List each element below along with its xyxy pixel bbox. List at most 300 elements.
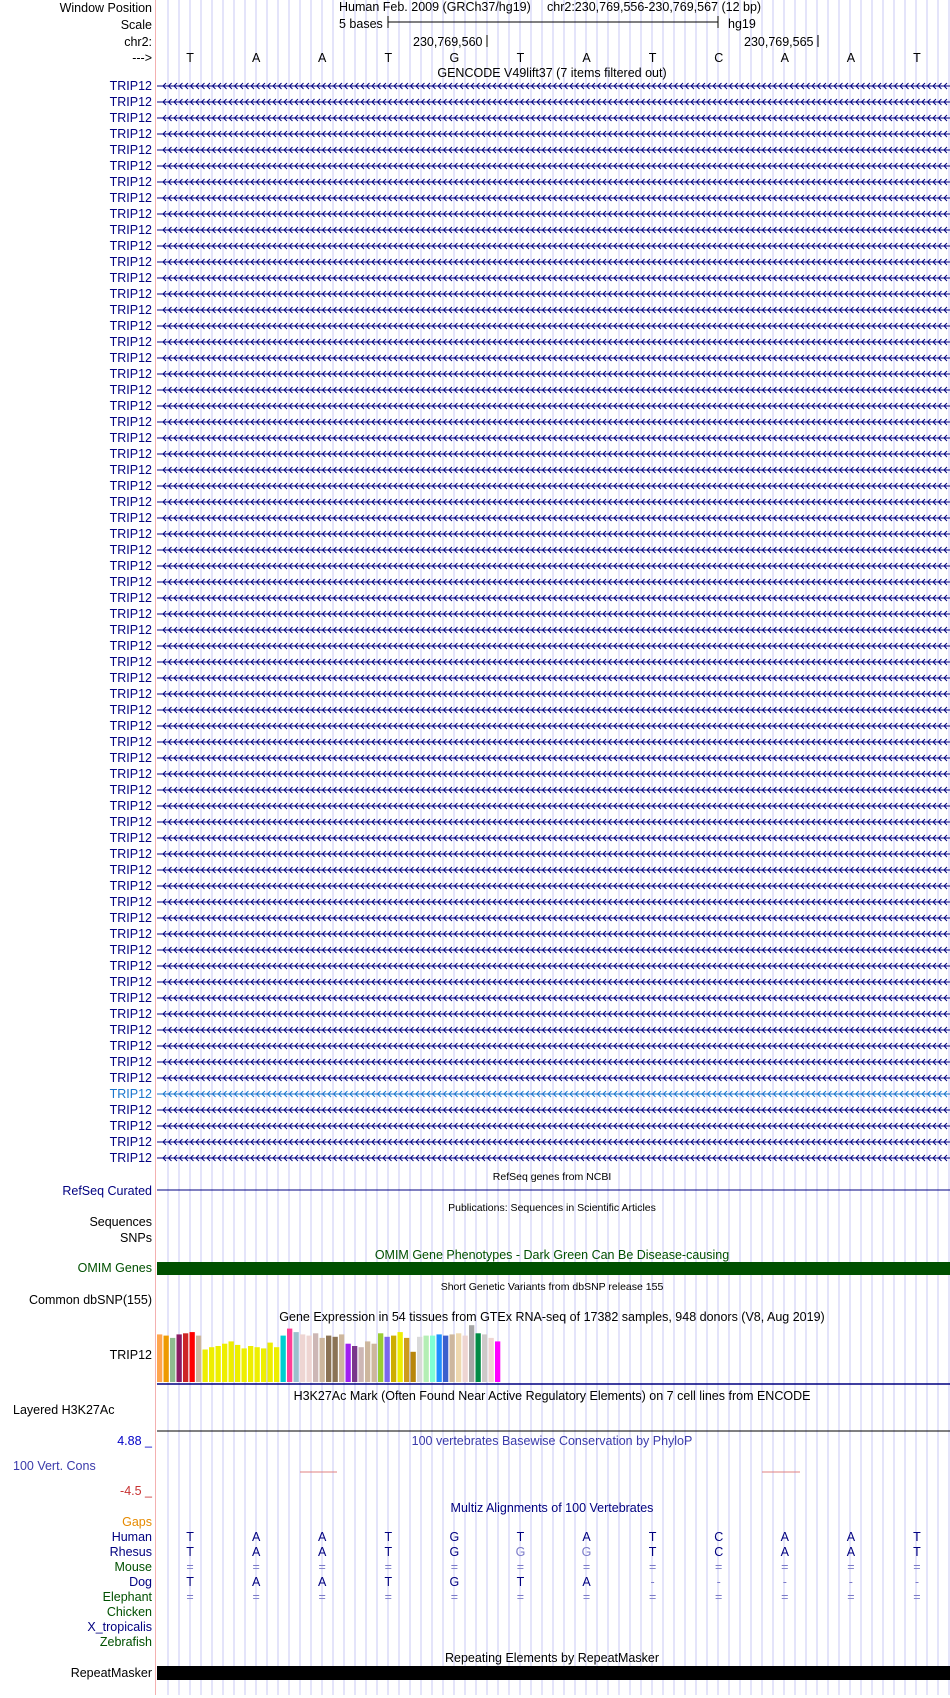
gencode-gene-label[interactable]: TRIP12 [109,271,152,285]
gtex-tissue-bar[interactable] [190,1332,195,1382]
gencode-gene-label[interactable]: TRIP12 [109,207,152,221]
position-text: chr2:230,769,556-230,769,567 (12 bp) [547,0,762,14]
scale-db-label: hg19 [728,17,756,31]
aligned-base: = [450,1590,459,1604]
gencode-transcript-row[interactable] [110,223,950,237]
gtex-tissue-bar[interactable] [274,1347,279,1382]
multiz-species-row[interactable] [112,1530,921,1544]
reference-base: G [449,51,460,65]
gencode-transcript-row[interactable] [110,655,950,669]
gencode-gene-label[interactable]: TRIP12 [109,367,152,381]
reference-bases [186,51,921,65]
gencode-gene-label[interactable]: TRIP12 [109,1151,152,1165]
gencode-transcript-row[interactable] [110,287,950,301]
gencode-transcript-row[interactable] [110,111,950,125]
aligned-base: = [913,1560,921,1574]
multiz-species-row[interactable] [87,1620,152,1634]
gencode-gene-label[interactable]: TRIP12 [109,879,152,893]
gtex-tissue-bar[interactable] [489,1338,494,1382]
gencode-transcript-row[interactable] [110,1039,950,1053]
gtex-tissue-bar[interactable] [196,1336,201,1382]
gencode-gene-label[interactable]: TRIP12 [109,95,152,109]
publications-track-title: Publications: Sequences in Scientific Articles [448,1202,656,1214]
aligned-base: = [582,1590,591,1604]
gtex-tissue-bar[interactable] [170,1338,175,1382]
gencode-gene-label[interactable]: TRIP12 [109,351,152,365]
gencode-gene-label[interactable]: TRIP12 [109,591,152,605]
gencode-transcript-row[interactable] [110,383,950,397]
gencode-gene-label[interactable]: TRIP12 [109,911,152,925]
gencode-transcript-row[interactable] [110,1071,950,1085]
gencode-gene-label[interactable]: TRIP12 [109,479,152,493]
gencode-gene-label[interactable]: TRIP12 [109,399,152,413]
gencode-gene-label[interactable]: TRIP12 [109,303,152,317]
aligned-base: = [781,1590,789,1604]
gtex-tissue-bar[interactable] [229,1341,234,1382]
gencode-gene-label[interactable]: TRIP12 [109,895,152,909]
gencode-gene-label[interactable]: TRIP12 [109,783,152,797]
gencode-gene-label[interactable]: TRIP12 [109,159,152,173]
gencode-transcript-row[interactable] [110,687,950,701]
multiz-species-row[interactable] [110,1545,922,1559]
aligned-base: A [846,1530,856,1544]
reference-base: T [186,51,194,65]
gtex-tissue-bar[interactable] [164,1336,169,1382]
gtex-tissue-bar[interactable] [242,1348,247,1382]
aligned-base: A [251,1545,261,1559]
gencode-transcript-row[interactable] [110,271,950,285]
aligned-base: C [714,1530,724,1544]
gencode-track-title: GENCODE V49lift37 (7 items filtered out) [437,66,667,80]
gencode-gene-label[interactable]: TRIP12 [109,431,152,445]
h3k27ac-track-title: H3K27Ac Mark (Often Found Near Active Regulatory Elements) on 7 cell lines from ENCODE [293,1389,811,1403]
gtex-tissue-bar[interactable] [469,1325,474,1382]
gencode-gene-label[interactable]: TRIP12 [109,687,152,701]
gencode-gene-label[interactable]: TRIP12 [109,319,152,333]
gtex-track-label[interactable]: TRIP12 [109,1348,152,1362]
gtex-tissue-bar[interactable] [391,1336,396,1382]
aligned-base: = [847,1590,855,1604]
gencode-gene-label[interactable]: TRIP12 [109,815,152,829]
gencode-gene-label[interactable]: TRIP12 [109,1055,152,1069]
gencode-gene-label[interactable]: TRIP12 [109,223,152,237]
gencode-gene-label[interactable]: TRIP12 [109,799,152,813]
gencode-transcript-row[interactable] [110,543,950,557]
aligned-base: A [780,1545,789,1559]
gencode-transcript-row[interactable] [110,623,950,637]
gtex-tissue-bar[interactable] [417,1337,422,1382]
aligned-base: T [516,1575,525,1589]
gtex-tissue-bar[interactable] [281,1336,286,1382]
aligned-base: T [186,1575,194,1589]
gencode-transcript-row[interactable] [110,335,950,349]
omim-feature-bar[interactable] [157,1262,950,1275]
gencode-transcript-row[interactable] [110,959,950,973]
aligned-base: A [251,1530,261,1544]
gtex-tissue-bar[interactable] [450,1334,455,1382]
aligned-base: A [582,1575,591,1589]
gencode-track[interactable] [110,79,950,1165]
gencode-gene-label[interactable]: TRIP12 [109,1103,152,1117]
species-label[interactable]: Rhesus [109,1545,152,1559]
gencode-gene-label[interactable]: TRIP12 [109,639,152,653]
aligned-base: - [848,1575,853,1589]
aligned-base: G [515,1545,526,1559]
gencode-gene-label[interactable]: TRIP12 [109,863,152,877]
gencode-gene-label[interactable]: TRIP12 [109,527,152,541]
gtex-tissue-bar[interactable] [268,1343,273,1382]
gtex-tissue-bar[interactable] [261,1348,266,1382]
gencode-gene-label[interactable]: TRIP12 [109,239,152,253]
gencode-gene-label[interactable]: TRIP12 [109,335,152,349]
aligned-base: A [780,1530,789,1544]
gtex-tissue-bar[interactable] [404,1338,409,1382]
gencode-transcript-row[interactable] [110,799,950,813]
gtex-tissue-bar[interactable] [294,1332,299,1382]
gencode-transcript-row[interactable] [110,431,950,445]
gencode-gene-label[interactable]: TRIP12 [109,943,152,957]
gencode-transcript-row[interactable] [110,127,950,141]
species-label[interactable]: X_tropicalis [87,1620,152,1634]
gencode-transcript-row[interactable] [110,991,950,1005]
aligned-base: G [449,1530,460,1544]
gencode-transcript-row[interactable] [110,463,950,477]
gencode-transcript-row[interactable] [110,783,950,797]
gencode-gene-label[interactable]: TRIP12 [109,1007,152,1021]
gtex-tissue-bar[interactable] [495,1341,500,1382]
reference-base: A [251,51,261,65]
gencode-gene-label[interactable]: TRIP12 [109,575,152,589]
gtex-tissue-bar[interactable] [320,1338,325,1382]
aligned-base: A [251,1575,261,1589]
gencode-gene-label[interactable]: TRIP12 [109,1071,152,1085]
gencode-transcript-row[interactable] [110,527,950,541]
multiz-species-row[interactable] [129,1575,919,1589]
gencode-transcript-row[interactable] [110,351,950,365]
aligned-base: = [847,1560,855,1574]
gencode-gene-label[interactable]: TRIP12 [109,255,152,269]
phylop-min-label: -4.5 _ [120,1484,152,1498]
gencode-gene-label[interactable]: TRIP12 [109,847,152,861]
gencode-transcript-row[interactable] [110,591,950,605]
gtex-tissue-bar[interactable] [424,1336,429,1382]
gtex-tissue-bar[interactable] [326,1336,331,1382]
publications-label-snps[interactable]: SNPs [120,1231,152,1245]
gtex-tissue-bar[interactable] [222,1344,227,1382]
aligned-base: = [648,1590,657,1604]
gencode-transcript-row[interactable] [110,863,950,877]
gtex-tissue-bar[interactable] [385,1337,390,1382]
gencode-gene-label[interactable]: TRIP12 [109,767,152,781]
gtex-tissue-bar[interactable] [216,1346,221,1382]
gencode-transcript-row[interactable] [110,367,950,381]
gencode-gene-label[interactable]: TRIP12 [109,655,152,669]
gencode-transcript-row[interactable] [110,95,950,109]
gencode-transcript-row[interactable] [110,1119,950,1133]
gencode-transcript-row[interactable] [110,319,950,333]
gencode-transcript-row[interactable] [110,239,950,253]
aligned-base: G [449,1575,460,1589]
ruler-tick-label-1: 230,769,560 [413,35,483,49]
gencode-gene-label[interactable]: TRIP12 [109,415,152,429]
window-position-label: Window Position [59,1,152,15]
gencode-transcript-row[interactable] [110,1135,950,1149]
gencode-transcript-row[interactable] [110,1103,950,1117]
scale-label: Scale [120,18,152,32]
gtex-tissue-bar[interactable] [482,1334,487,1382]
gencode-transcript-row[interactable] [110,143,950,157]
gencode-gene-label[interactable]: TRIP12 [109,143,152,157]
gencode-transcript-row[interactable] [110,735,950,749]
gencode-transcript-row[interactable] [110,1023,950,1037]
aligned-base: = [582,1560,591,1574]
gencode-transcript-row[interactable] [110,575,950,589]
aligned-base: = [186,1590,194,1604]
refseq-track-label[interactable]: RefSeq Curated [62,1184,152,1198]
gencode-gene-label[interactable]: TRIP12 [109,735,152,749]
reference-base: T [913,51,921,65]
phylop-track-title: 100 vertebrates Basewise Conservation by PhyloP [411,1434,693,1448]
gtex-tissue-bar[interactable] [463,1336,468,1382]
gtex-tissue-bar[interactable] [365,1341,370,1382]
gencode-transcript-row[interactable] [110,303,950,317]
gencode-transcript-row[interactable] [110,79,950,93]
multiz-species-row[interactable] [103,1590,921,1604]
gtex-tissue-bar[interactable] [411,1352,416,1382]
gtex-tissue-bar[interactable] [430,1336,435,1382]
h3k27ac-track-label[interactable]: Layered H3K27Ac [13,1403,115,1417]
aligned-base: A [582,1530,591,1544]
gencode-transcript-row[interactable] [110,159,950,173]
gencode-transcript-row[interactable] [110,703,950,717]
species-label[interactable]: Elephant [102,1590,152,1604]
gtex-tissue-bar[interactable] [352,1346,357,1382]
aligned-base: = [186,1560,194,1574]
gtex-tissue-bar[interactable] [456,1333,461,1382]
dbsnp-track-label[interactable]: Common dbSNP(155) [29,1293,152,1307]
gtex-tissue-bar[interactable] [255,1347,260,1382]
aligned-base: T [186,1545,194,1559]
gencode-transcript-row[interactable] [110,815,950,829]
gencode-transcript-row[interactable] [110,479,950,493]
gtex-tissue-bar[interactable] [177,1334,182,1382]
gencode-transcript-row[interactable] [110,943,950,957]
aligned-base: A [318,1545,327,1559]
aligned-base: = [648,1560,657,1574]
publications-label-sequences[interactable]: Sequences [89,1215,152,1229]
aligned-base: T [648,1530,657,1544]
gencode-gene-label[interactable]: TRIP12 [109,191,152,205]
gencode-gene-label[interactable]: TRIP12 [109,1135,152,1149]
gencode-transcript-row[interactable] [110,847,950,861]
aligned-base: A [318,1530,327,1544]
gtex-tissue-bar[interactable] [248,1346,253,1382]
aligned-base: = [913,1590,921,1604]
omim-track-label[interactable]: OMIM Genes [77,1261,152,1275]
aligned-base: T [913,1545,921,1559]
gencode-transcript-row[interactable] [110,751,950,765]
reference-base: A [318,51,327,65]
gtex-tissue-bar[interactable] [443,1336,448,1382]
repeatmasker-track-title: Repeating Elements by RepeatMasker [444,1651,660,1665]
gtex-tissue-bar[interactable] [378,1333,383,1382]
gencode-transcript-row[interactable] [110,1055,950,1069]
gencode-gene-label[interactable]: TRIP12 [109,559,152,573]
gencode-gene-label[interactable]: TRIP12 [109,287,152,301]
gencode-transcript-row[interactable] [110,175,950,189]
gencode-gene-label[interactable]: TRIP12 [109,975,152,989]
gencode-transcript-row[interactable] [110,927,950,941]
gencode-gene-label[interactable]: TRIP12 [109,175,152,189]
gtex-tissue-bar[interactable] [372,1344,377,1382]
aligned-base: C [714,1545,724,1559]
gencode-gene-label[interactable]: TRIP12 [109,959,152,973]
species-label[interactable]: Mouse [114,1560,152,1574]
gencode-transcript-row[interactable] [110,207,950,221]
gencode-transcript-row[interactable] [110,255,950,269]
species-label[interactable]: Human [111,1530,152,1544]
aligned-base: T [648,1545,657,1559]
dbsnp-track-title: Short Genetic Variants from dbSNP release 155 [440,1281,664,1293]
gencode-transcript-row[interactable] [110,447,950,461]
gtex-tissue-bar[interactable] [235,1345,240,1382]
gtex-track-title: Gene Expression in 54 tissues from GTEx RNA-seq of 17382 samples, 948 donors (V8, Aug 2019) [279,1310,825,1324]
species-label[interactable]: Dog [129,1575,152,1589]
gencode-gene-label[interactable]: TRIP12 [109,463,152,477]
gtex-tissue-bar[interactable] [287,1329,292,1382]
gencode-gene-label[interactable]: TRIP12 [109,1119,152,1133]
gencode-gene-label[interactable]: TRIP12 [109,495,152,509]
gtex-tissue-bar[interactable] [183,1333,188,1382]
aligned-base: T [913,1530,921,1544]
multiz-species-row[interactable] [114,1560,920,1574]
reference-base: A [846,51,856,65]
gtex-expression-bars[interactable] [157,1325,500,1382]
omim-track-title: OMIM Gene Phenotypes - Dark Green Can Be Disease-causing [374,1248,730,1262]
ruler-tick-label-2: 230,769,565 [744,35,814,49]
gtex-tissue-bar[interactable] [359,1347,364,1382]
gtex-tissue-bar[interactable] [203,1350,208,1383]
gtex-tissue-bar[interactable] [313,1333,318,1382]
gencode-transcript-row[interactable] [110,975,950,989]
gtex-tissue-bar[interactable] [437,1334,442,1382]
gtex-tissue-bar[interactable] [300,1334,305,1382]
gencode-transcript-row[interactable] [110,1087,950,1101]
strand-label: ---> [132,51,152,65]
gtex-tissue-bar[interactable] [398,1332,403,1382]
gencode-transcript-row[interactable] [110,895,950,909]
aligned-base: - [650,1575,655,1589]
gencode-transcript-row[interactable] [110,1151,950,1165]
aligned-base: - [914,1575,920,1589]
aligned-base: = [450,1560,459,1574]
aligned-base: G [581,1545,592,1559]
gencode-gene-label[interactable]: TRIP12 [109,671,152,685]
gtex-tissue-bar[interactable] [339,1334,344,1382]
gencode-transcript-row[interactable] [110,719,950,733]
gtex-tissue-bar[interactable] [476,1333,481,1382]
gencode-transcript-row[interactable] [110,607,950,621]
reference-base: T [384,51,393,65]
gencode-gene-label[interactable]: TRIP12 [109,79,152,93]
gtex-tissue-bar[interactable] [307,1336,312,1382]
chrom-label: chr2: [124,35,152,49]
aligned-base: A [846,1545,856,1559]
species-label[interactable]: Zebrafish [99,1635,152,1649]
gencode-transcript-row[interactable] [110,911,950,925]
aligned-base: G [449,1545,460,1559]
gencode-gene-label[interactable]: TRIP12 [109,543,152,557]
gencode-gene-label[interactable]: TRIP12 [109,1039,152,1053]
gencode-gene-label[interactable]: TRIP12 [109,623,152,637]
aligned-base: = [252,1560,260,1574]
gencode-gene-label[interactable]: TRIP12 [109,127,152,141]
aligned-base: T [384,1575,393,1589]
gencode-transcript-row[interactable] [110,639,950,653]
gencode-gene-label[interactable]: TRIP12 [109,511,152,525]
gencode-transcript-row[interactable] [110,415,950,429]
gencode-gene-label[interactable]: TRIP12 [109,719,152,733]
gencode-gene-label[interactable]: TRIP12 [109,751,152,765]
species-label[interactable]: Chicken [106,1605,152,1619]
scale-bar-label: 5 bases [339,17,383,31]
assembly-text: Human Feb. 2009 (GRCh37/hg19) [339,0,531,14]
gencode-gene-label[interactable]: TRIP12 [109,831,152,845]
gencode-transcript-row[interactable] [110,399,950,413]
gencode-transcript-row[interactable] [110,831,950,845]
gencode-transcript-row[interactable] [110,495,950,509]
aligned-base: - [716,1575,721,1589]
gencode-gene-label[interactable]: TRIP12 [109,703,152,717]
gencode-gene-label[interactable]: TRIP12 [109,111,152,125]
aligned-base: = [318,1590,326,1604]
gencode-gene-label[interactable]: TRIP12 [109,607,152,621]
gtex-tissue-bar[interactable] [333,1337,338,1382]
gtex-tissue-bar[interactable] [209,1347,214,1382]
gencode-transcript-row[interactable] [110,879,950,893]
gencode-transcript-row[interactable] [110,767,950,781]
gencode-gene-label[interactable]: TRIP12 [109,383,152,397]
gencode-gene-label[interactable]: TRIP12 [109,447,152,461]
multiz-species-row[interactable] [107,1605,152,1619]
gaps-label[interactable]: Gaps [122,1515,152,1529]
gencode-gene-label[interactable]: TRIP12 [109,1023,152,1037]
gencode-transcript-row[interactable] [110,559,950,573]
aligned-base: = [384,1560,392,1574]
reference-base: A [780,51,789,65]
gencode-transcript-row[interactable] [110,1007,950,1021]
repeatmasker-feature-bar[interactable] [157,1666,950,1680]
repeatmasker-track-label[interactable]: RepeatMasker [70,1666,152,1680]
gencode-gene-label[interactable]: TRIP12 [109,1087,152,1101]
refseq-track-title: RefSeq genes from NCBI [492,1171,612,1183]
aligned-base: = [384,1590,392,1604]
gencode-transcript-row[interactable] [110,511,950,525]
gencode-transcript-row[interactable] [110,671,950,685]
label-divider [155,0,156,1695]
multiz-species-row[interactable] [100,1635,152,1649]
gencode-gene-label[interactable]: TRIP12 [109,927,152,941]
aligned-base: = [252,1590,260,1604]
gtex-tissue-bar[interactable] [346,1344,351,1382]
gtex-tissue-bar[interactable] [157,1334,162,1382]
aligned-base: A [318,1575,327,1589]
phylop-track-label[interactable]: 100 Vert. Cons [13,1459,96,1473]
gencode-transcript-row[interactable] [110,191,950,205]
reference-base: A [582,51,591,65]
reference-base: T [648,51,657,65]
gencode-gene-label[interactable]: TRIP12 [109,991,152,1005]
